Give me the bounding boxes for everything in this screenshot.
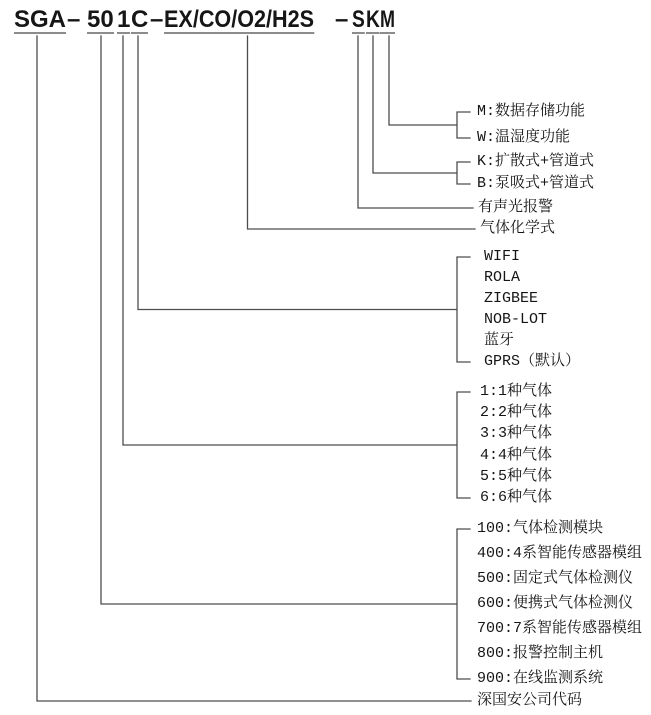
label-gas-count-1: 1:1种气体 bbox=[480, 383, 553, 400]
title-dash: – bbox=[150, 6, 164, 33]
title-segment-function: M bbox=[380, 6, 395, 33]
label-series-400: 400:4系智能传感器模组 bbox=[477, 545, 643, 562]
title-segment-gas-formula: EX/CO/O2/H2S bbox=[164, 6, 315, 33]
title-segment-sampling: K bbox=[366, 6, 380, 33]
title-segment-gas-count: 1 bbox=[117, 6, 131, 33]
connector-gas-count bbox=[123, 36, 470, 498]
label-gas-count-4: 4:4种气体 bbox=[480, 447, 553, 464]
connector-gas-formula bbox=[248, 36, 476, 229]
connector-sampling bbox=[373, 36, 470, 184]
label-gas-count-3: 3:3种气体 bbox=[480, 425, 553, 442]
label-alarm: 有声光报警 bbox=[478, 199, 554, 216]
connector-comm bbox=[138, 36, 470, 362]
label-function-w: W:温湿度功能 bbox=[477, 129, 571, 146]
label-series-500: 500:固定式气体检测仪 bbox=[477, 570, 634, 587]
title-dash: – bbox=[67, 6, 81, 33]
label-comm-bluetooth: 蓝牙 bbox=[484, 332, 515, 349]
title-segment-comm: C bbox=[131, 6, 149, 33]
label-gas-count-6: 6:6种气体 bbox=[480, 489, 553, 506]
label-sampling-b: B:泵吸式+管道式 bbox=[477, 175, 595, 192]
label-comm-noblot: NOB-LOT bbox=[484, 311, 548, 328]
label-gas-count-2: 2:2种气体 bbox=[480, 404, 553, 421]
label-series-700: 700:7系智能传感器模组 bbox=[477, 620, 643, 637]
title-segment-series: 50 bbox=[87, 6, 114, 33]
label-series-100: 100:气体检测模块 bbox=[477, 520, 604, 537]
label-comm-gprs: GPRS（默认） bbox=[484, 353, 581, 370]
label-series-900: 900:在线监测系统 bbox=[477, 670, 604, 687]
connector-company-code bbox=[37, 36, 471, 701]
label-series-800: 800:报警控制主机 bbox=[477, 645, 604, 662]
label-gas-count-5: 5:5种气体 bbox=[480, 468, 553, 485]
label-gas-formula: 气体化学式 bbox=[480, 220, 556, 237]
label-comm-rola: ROLA bbox=[484, 269, 521, 286]
connector-function bbox=[389, 36, 470, 138]
label-series-600: 600:便携式气体检测仪 bbox=[477, 595, 634, 612]
label-comm-wifi: WIFI bbox=[484, 248, 521, 265]
title-segment-company: SGA bbox=[14, 6, 67, 33]
label-sampling-k: K:扩散式+管道式 bbox=[477, 153, 595, 170]
label-company-code: 深国安公司代码 bbox=[477, 692, 583, 709]
label-function-m: M:数据存储功能 bbox=[477, 103, 586, 120]
label-comm-zigbee: ZIGBEE bbox=[484, 290, 539, 307]
connector-series bbox=[101, 36, 470, 679]
connector-alarm bbox=[358, 36, 473, 208]
title-segment-alarm: S bbox=[352, 6, 365, 33]
title-dash: – bbox=[335, 6, 349, 33]
